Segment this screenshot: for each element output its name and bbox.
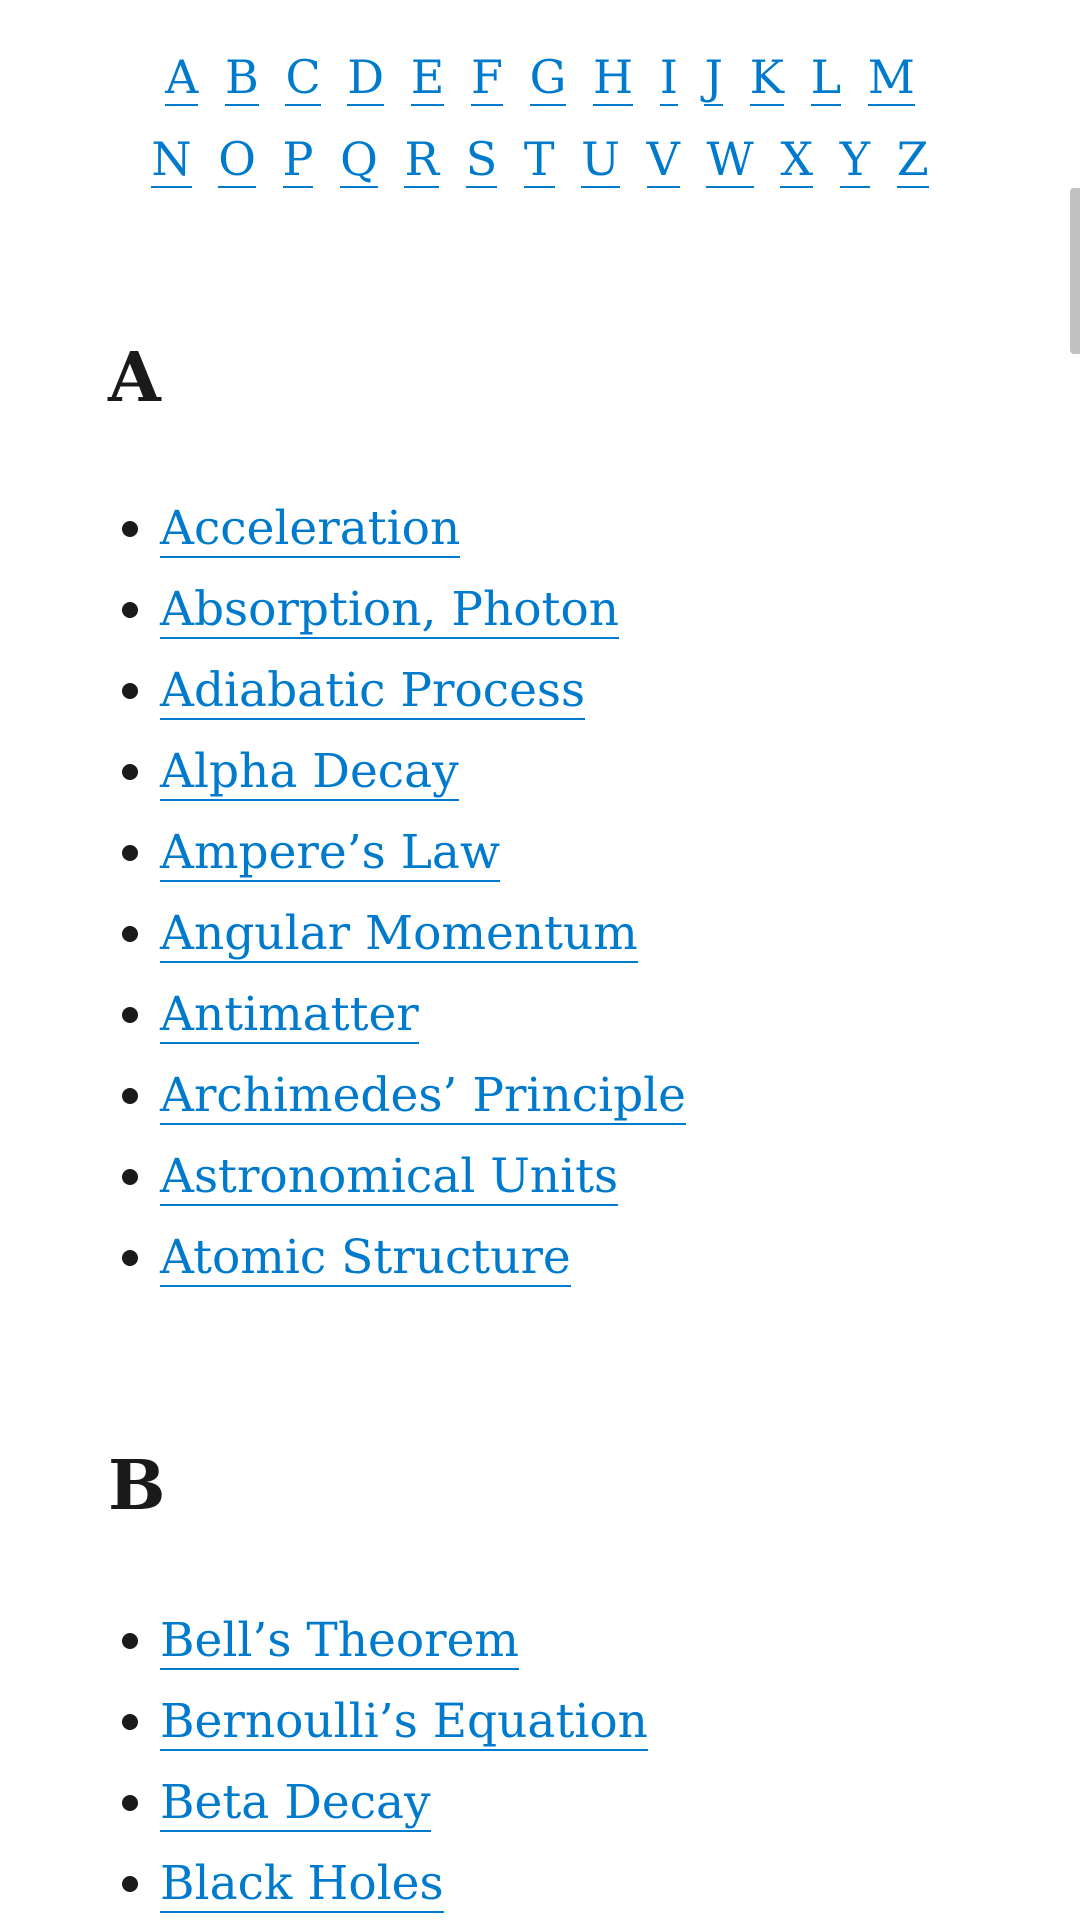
letter-link-h[interactable]: H bbox=[592, 50, 634, 104]
letter-link-f[interactable]: F bbox=[471, 50, 503, 104]
letter-link-d[interactable]: D bbox=[347, 50, 385, 104]
term-link[interactable]: Bernoulli’s Equation bbox=[160, 1694, 648, 1749]
term-link[interactable]: Archimedes’ Principle bbox=[160, 1068, 686, 1123]
term-link[interactable]: Ampere’s Law bbox=[160, 825, 501, 880]
term-link[interactable]: Angular Momentum bbox=[160, 906, 638, 961]
alphabet-row-a-m bbox=[0, 36, 1080, 118]
list-item bbox=[108, 1055, 1008, 1136]
list-item bbox=[108, 569, 1008, 650]
list-item bbox=[108, 1843, 1008, 1924]
letter-link-b[interactable]: B bbox=[225, 50, 259, 104]
letter-link-l[interactable]: L bbox=[810, 50, 842, 104]
bullet-icon bbox=[122, 1795, 138, 1811]
letter-link-t[interactable]: T bbox=[523, 132, 555, 186]
term-link[interactable]: Adiabatic Process bbox=[160, 663, 586, 718]
letter-link-z[interactable]: Z bbox=[896, 132, 929, 186]
list-item bbox=[108, 650, 1008, 731]
letter-link-g[interactable]: G bbox=[529, 50, 567, 104]
bullet-icon bbox=[122, 764, 138, 780]
list-item bbox=[108, 974, 1008, 1055]
bullet-icon bbox=[122, 683, 138, 699]
letter-link-a[interactable]: A bbox=[165, 50, 199, 104]
list-item bbox=[108, 488, 1008, 569]
bullet-icon bbox=[122, 1876, 138, 1892]
list-item bbox=[108, 1217, 1008, 1298]
list-item bbox=[108, 893, 1008, 974]
letter-link-m[interactable]: M bbox=[867, 50, 915, 104]
letter-link-v[interactable]: V bbox=[646, 132, 680, 186]
bullet-icon bbox=[122, 845, 138, 861]
bullet-icon bbox=[122, 926, 138, 942]
term-list bbox=[108, 488, 1008, 1298]
term-link[interactable]: Beta Decay bbox=[160, 1775, 431, 1830]
bullet-icon bbox=[122, 1007, 138, 1023]
letter-link-j[interactable]: J bbox=[704, 50, 723, 104]
list-item bbox=[108, 812, 1008, 893]
term-link[interactable]: Bell’s Theorem bbox=[160, 1613, 519, 1668]
list-item bbox=[108, 1762, 1008, 1843]
glossary-section-a bbox=[108, 330, 1008, 1298]
letter-link-q[interactable]: Q bbox=[340, 132, 378, 186]
bullet-icon bbox=[122, 602, 138, 618]
letter-link-i[interactable]: I bbox=[659, 50, 678, 104]
letter-link-r[interactable]: R bbox=[404, 132, 440, 186]
letter-link-w[interactable]: W bbox=[706, 132, 754, 186]
list-item bbox=[108, 1136, 1008, 1217]
term-link[interactable]: Atomic Structure bbox=[160, 1230, 571, 1285]
bullet-icon bbox=[122, 1088, 138, 1104]
list-item bbox=[108, 731, 1008, 812]
bullet-icon bbox=[122, 1250, 138, 1266]
letter-link-p[interactable]: P bbox=[282, 132, 314, 186]
term-link[interactable]: Absorption, Photon bbox=[160, 582, 620, 637]
bullet-icon bbox=[122, 1633, 138, 1649]
term-list bbox=[108, 1600, 1008, 1924]
term-link[interactable]: Antimatter bbox=[160, 987, 419, 1042]
term-link[interactable]: Astronomical Units bbox=[160, 1149, 619, 1204]
scrollbar-thumb[interactable] bbox=[1070, 188, 1080, 354]
term-link[interactable]: Acceleration bbox=[160, 501, 461, 556]
alphabet-row-n-z bbox=[0, 118, 1080, 200]
letter-link-u[interactable]: U bbox=[581, 132, 620, 186]
letter-link-e[interactable]: E bbox=[410, 50, 445, 104]
bullet-icon bbox=[122, 1169, 138, 1185]
letter-link-o[interactable]: O bbox=[218, 132, 256, 186]
letter-link-c[interactable]: C bbox=[285, 50, 321, 104]
letter-link-k[interactable]: K bbox=[749, 50, 784, 104]
letter-link-x[interactable]: X bbox=[780, 132, 814, 186]
section-heading: B bbox=[108, 1446, 166, 1526]
list-item bbox=[108, 1681, 1008, 1762]
alphabet-index-nav bbox=[0, 36, 1080, 200]
letter-link-n[interactable]: N bbox=[151, 132, 192, 186]
bullet-icon bbox=[122, 521, 138, 537]
section-heading: A bbox=[108, 338, 161, 418]
bullet-icon bbox=[122, 1714, 138, 1730]
letter-link-y[interactable]: Y bbox=[839, 132, 871, 186]
glossary-section-b bbox=[108, 1438, 1008, 1924]
letter-link-s[interactable]: S bbox=[465, 132, 498, 186]
term-link[interactable]: Black Holes bbox=[160, 1856, 444, 1911]
list-item bbox=[108, 1600, 1008, 1681]
term-link[interactable]: Alpha Decay bbox=[160, 744, 459, 799]
